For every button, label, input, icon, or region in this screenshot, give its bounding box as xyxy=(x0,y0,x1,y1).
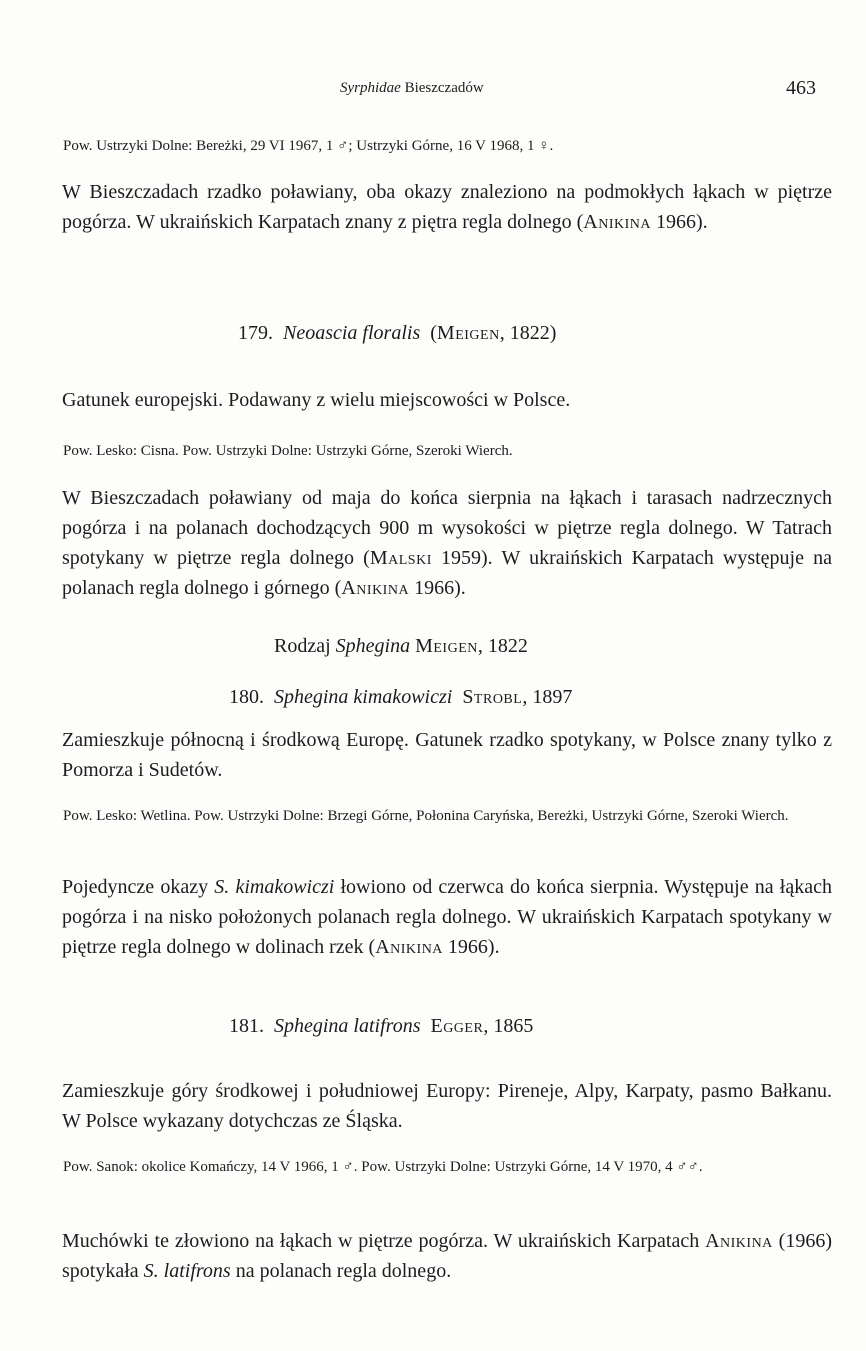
text-run: 1959). W ukraińskich Karpatach występuje na polanach regla dolnego i górnego ( xyxy=(62,547,832,599)
species-year: , 1822) xyxy=(499,322,557,344)
species-heading-181 xyxy=(0,1013,866,1039)
paragraph xyxy=(62,177,832,237)
species-author: Meigen xyxy=(436,322,500,344)
text-run: Muchówki te złowiono na łąkach w piętrze pogórza. W ukraińskich Karpatach xyxy=(62,1230,706,1252)
author-ref: Anikina xyxy=(375,936,443,958)
paragraph xyxy=(62,1226,832,1286)
paragraph xyxy=(62,872,832,962)
genus-year: , 1822 xyxy=(477,635,528,657)
species-year: , 1865 xyxy=(483,1015,534,1037)
header-region: Bieszczadów xyxy=(404,80,484,96)
species-name: Neoascia floralis xyxy=(283,322,421,344)
text-run: W Bieszczadach rzadko poławiany, oba okazy znaleziono na podmokłych łąkach w piętrze pogórza. W ukraińskich Karpatach znany z piętra regla dolnego ( xyxy=(62,181,832,233)
locality-record: Pow. Sanok: okolice Komańczy, 14 V 1966, 1 ♂. Pow. Ustrzyki Dolne: Ustrzyki Górne, 14 V 1970, 4 ♂♂. xyxy=(63,1159,703,1175)
locality-record: Pow. Lesko: Wetlina. Pow. Ustrzyki Dolne: Brzegi Górne, Połonina Caryńska, Bereżki, Ustrzyki Górne, Szeroki Wierch. xyxy=(63,808,789,824)
paragraph: Zamieszkuje góry środkowej i południowej Europy: Pireneje, Alpy, Karpaty, pasmo Bałkanu. W Polsce wykazany dotychczas ze Śląska. xyxy=(62,1080,832,1132)
species-heading-179 xyxy=(0,320,866,346)
species-number: 181. xyxy=(229,1015,264,1037)
header-family: Syrphidae xyxy=(340,80,401,96)
author-ref: Malski xyxy=(369,547,432,569)
author-ref: Anikina xyxy=(341,577,410,599)
species-ref: S. latifrons xyxy=(143,1260,231,1282)
species-number: 179. xyxy=(238,322,273,344)
species-name: Sphegina latifrons xyxy=(274,1015,421,1037)
text-run: 1966). xyxy=(651,211,708,233)
author-ref: Anikina xyxy=(705,1230,773,1252)
text-run: ( xyxy=(430,322,437,344)
text-run: W Bieszczadach poławiany od maja do końca sierpnia na łąkach i tarasach nadrzecznych pogórza i na polanach dochodzących 900 m wysokości w piętrze regla dolnego. W Tatrach spotykany w piętrze regla dolnego ( xyxy=(62,487,832,569)
genus-heading xyxy=(0,633,866,659)
text-run: Pojedyncze okazy xyxy=(62,876,215,898)
text-run: na polanach regla dolnego. xyxy=(230,1260,452,1282)
species-name: Sphegina kimakowiczi xyxy=(274,686,453,708)
paragraph: Zamieszkuje północną i środkową Europę. Gatunek rzadko spotykany, w Polsce znany tylko z Pomorza i Sudetów. xyxy=(62,729,832,781)
running-header xyxy=(340,80,484,97)
species-author: Egger xyxy=(430,1015,484,1037)
page-number: 463 xyxy=(786,77,816,99)
species-ref: S. kimakowiczi xyxy=(214,876,335,898)
species-year: , 1897 xyxy=(522,686,573,708)
species-author: Strobl xyxy=(462,686,523,708)
genus-name: Sphegina xyxy=(335,635,411,657)
paragraph: Gatunek europejski. Podawany z wielu miejscowości w Polsce. xyxy=(62,389,571,411)
text-run: 1966). xyxy=(409,577,466,599)
locality-record: Pow. Lesko: Cisna. Pow. Ustrzyki Dolne: Ustrzyki Górne, Szeroki Wierch. xyxy=(63,443,513,459)
genus-label: Rodzaj xyxy=(274,635,331,657)
text-run: 1966). xyxy=(442,936,500,958)
author-ref: Anikina xyxy=(583,211,651,233)
species-heading-180 xyxy=(0,684,866,710)
locality-record: Pow. Ustrzyki Dolne: Bereżki, 29 VI 1967, 1 ♂; Ustrzyki Górne, 16 V 1968, 1 ♀. xyxy=(63,138,554,154)
text-run: (1966) spotykała xyxy=(62,1230,832,1282)
text-run: łowiono od czerwca do końca sierpnia. Występuje na łąkach pogórza i na nisko położonych polanach regla dolnego. W ukraińskich Karpatach spotykany w piętrze regla dolnego w dolinach rzek ( xyxy=(62,876,832,958)
genus-author: Meigen xyxy=(415,635,478,657)
paragraph xyxy=(62,483,832,603)
species-number: 180. xyxy=(229,686,264,708)
